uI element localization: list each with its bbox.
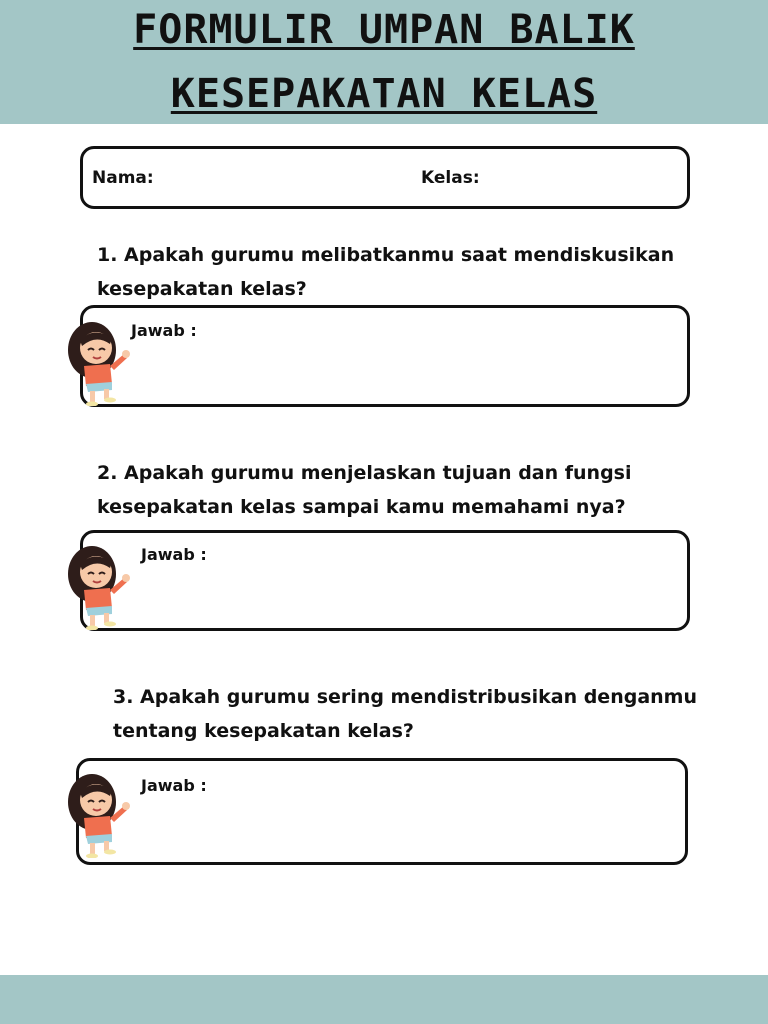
- answer-box-1[interactable]: [80, 305, 690, 407]
- answer-box-3[interactable]: [76, 758, 688, 865]
- header-banner: [0, 0, 768, 124]
- page-title-line-1: FORMULIR UMPAN BALIK: [133, 7, 635, 53]
- question-2: 2. Apakah gurumu menjelaskan tujuan dan fungsi kesepakatan kelas sampai kamu memahami nya?: [97, 462, 632, 518]
- answer-box-2[interactable]: [80, 530, 690, 631]
- page-title-line-2: KESEPAKATAN KELAS: [170, 71, 598, 117]
- girl-character-icon: [66, 772, 130, 858]
- class-label: Kelas:: [421, 168, 480, 188]
- footer-band: [0, 975, 768, 1024]
- identity-box[interactable]: [80, 146, 690, 209]
- answer-label-3: Jawab :: [141, 776, 207, 795]
- question-3: 3. Apakah gurumu sering mendistribusikan denganmu tentang kesepakatan kelas?: [113, 686, 697, 742]
- question-1: 1. Apakah gurumu melibatkanmu saat mendiskusikan kesepakatan kelas?: [97, 244, 675, 300]
- answer-label-2: Jawab :: [141, 545, 207, 564]
- girl-character-icon: [66, 544, 130, 630]
- girl-character-icon: [66, 320, 130, 406]
- answer-label-1: Jawab :: [131, 321, 197, 340]
- name-label: Nama:: [92, 168, 154, 188]
